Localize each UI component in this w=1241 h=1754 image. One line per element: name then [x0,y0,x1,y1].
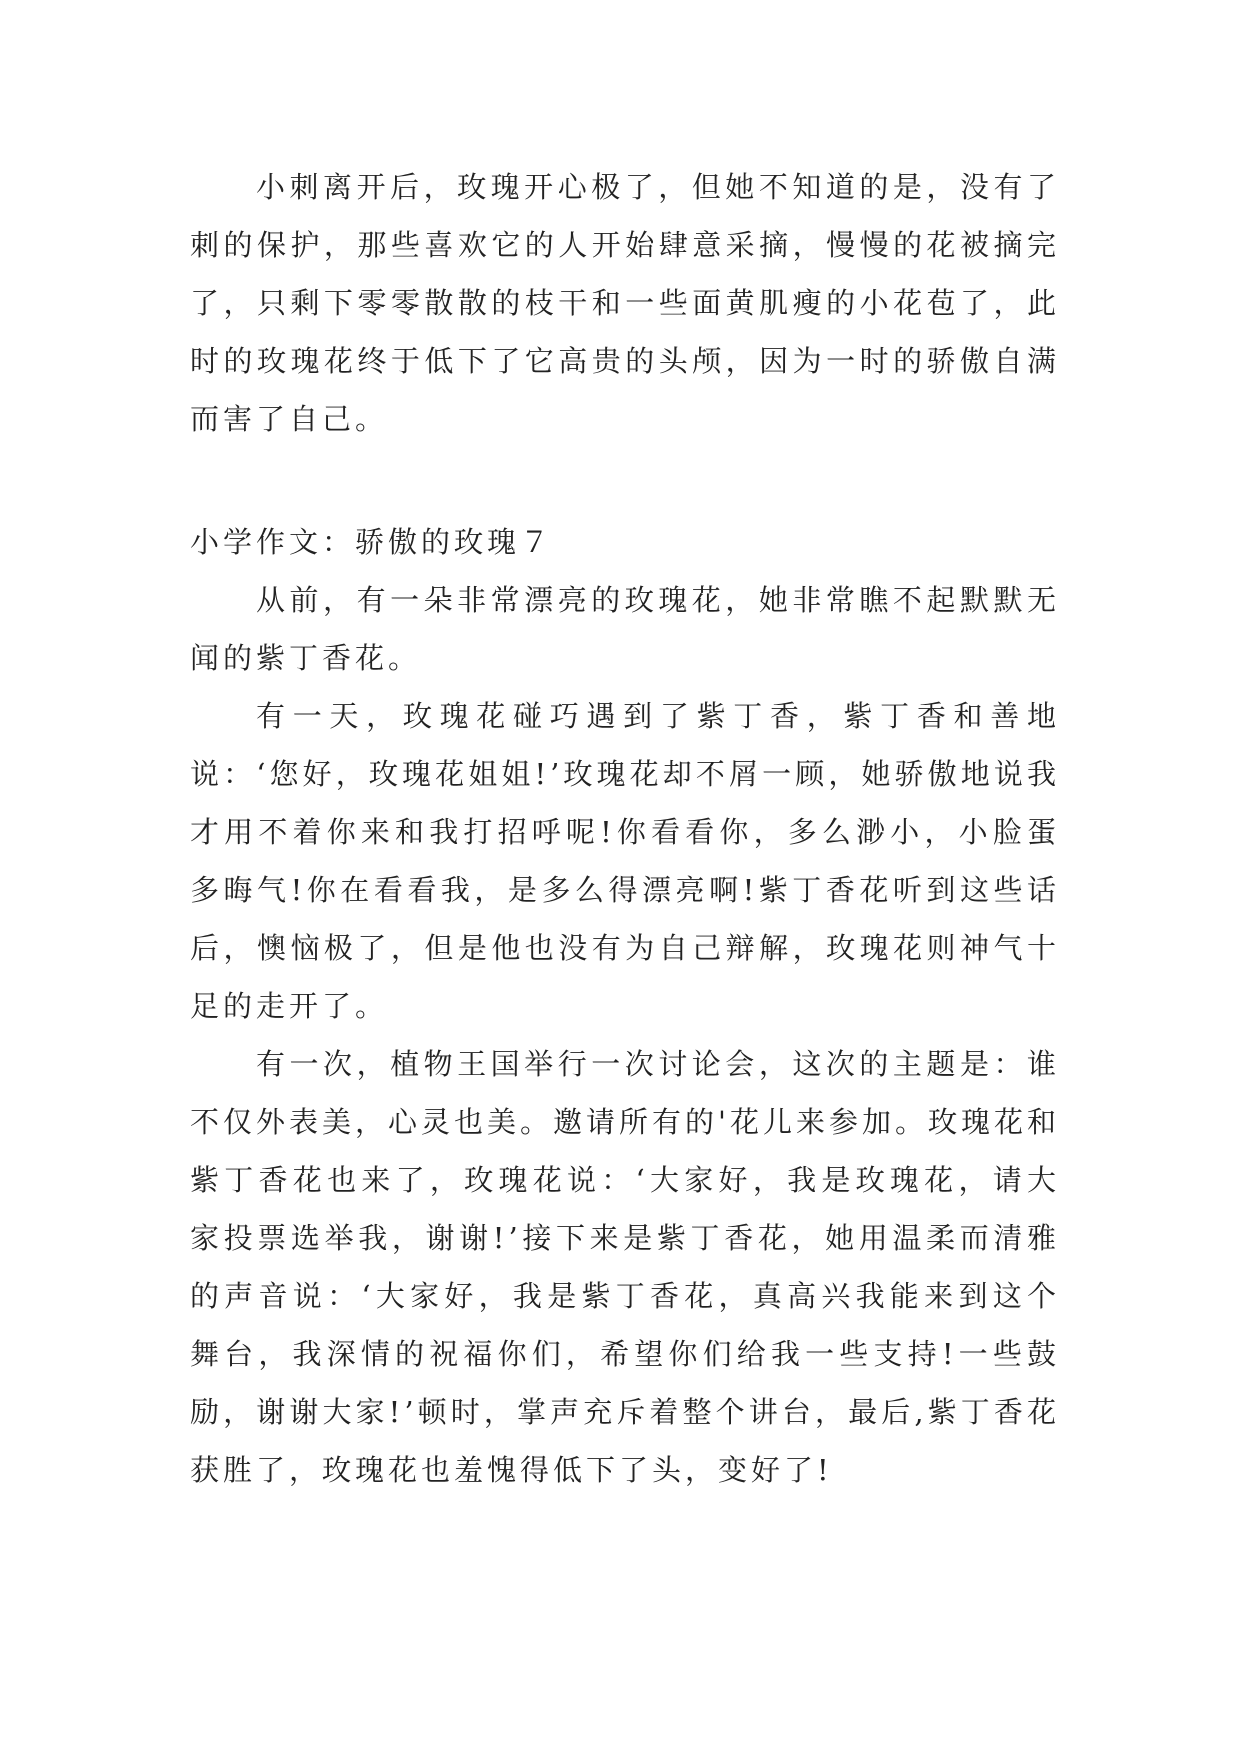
intro-paragraph: 小刺离开后，玫瑰开心极了，但她不知道的是，没有了刺的保护，那些喜欢它的人开始肆意采摘，慢慢的花被摘完了，只剩下零零散散的枝干和一些面黄肌瘦的小花苞了，此时的玫瑰花终于低下了它高贵的头颅，因为一时的骄傲自满而害了自己。 [190,170,1060,436]
essay-paragraph-1: 从前，有一朵非常漂亮的玫瑰花，她非常瞧不起默默无闻的紫丁香花。 [190,583,1060,675]
essay-paragraph-3: 有一次，植物王国举行一次讨论会，这次的主题是：谁不仅外表美，心灵也美。邀请所有的'花儿来参加。玫瑰花和紫丁香花也来了，玫瑰花说：‘大家好，我是玫瑰花，请大家投票选举我，谢谢!’接下来是紫丁香花，她用温柔而清雅的声音说：‘大家好，我是紫丁香花，真高兴我能来到这个舞台，我深情的祝福你们，希望你们给我一些支持!一些鼓励，谢谢大家!’顿时，掌声充斥着整个讲台，最后,紫丁香花获胜了，玫瑰花也羞愧得低下了头，变好了! [190,1047,1060,1487]
intro-text-block [190,158,1060,448]
essay-section [190,513,1060,1499]
section-title: 小学作文：骄傲的玫瑰７ [190,525,554,559]
essay-paragraph-2: 有一天，玫瑰花碰巧遇到了紫丁香，紫丁香和善地说：‘您好，玫瑰花姐姐!’玫瑰花却不屑一顾，她骄傲地说我才用不着你来和我打招呼呢!你看看你，多么渺小，小脸蛋多晦气!你在看看我，是多么得漂亮啊!紫丁香花听到这些话后，懊恼极了，但是他也没有为自己辩解，玫瑰花则神气十足的走开了。 [190,699,1060,1023]
